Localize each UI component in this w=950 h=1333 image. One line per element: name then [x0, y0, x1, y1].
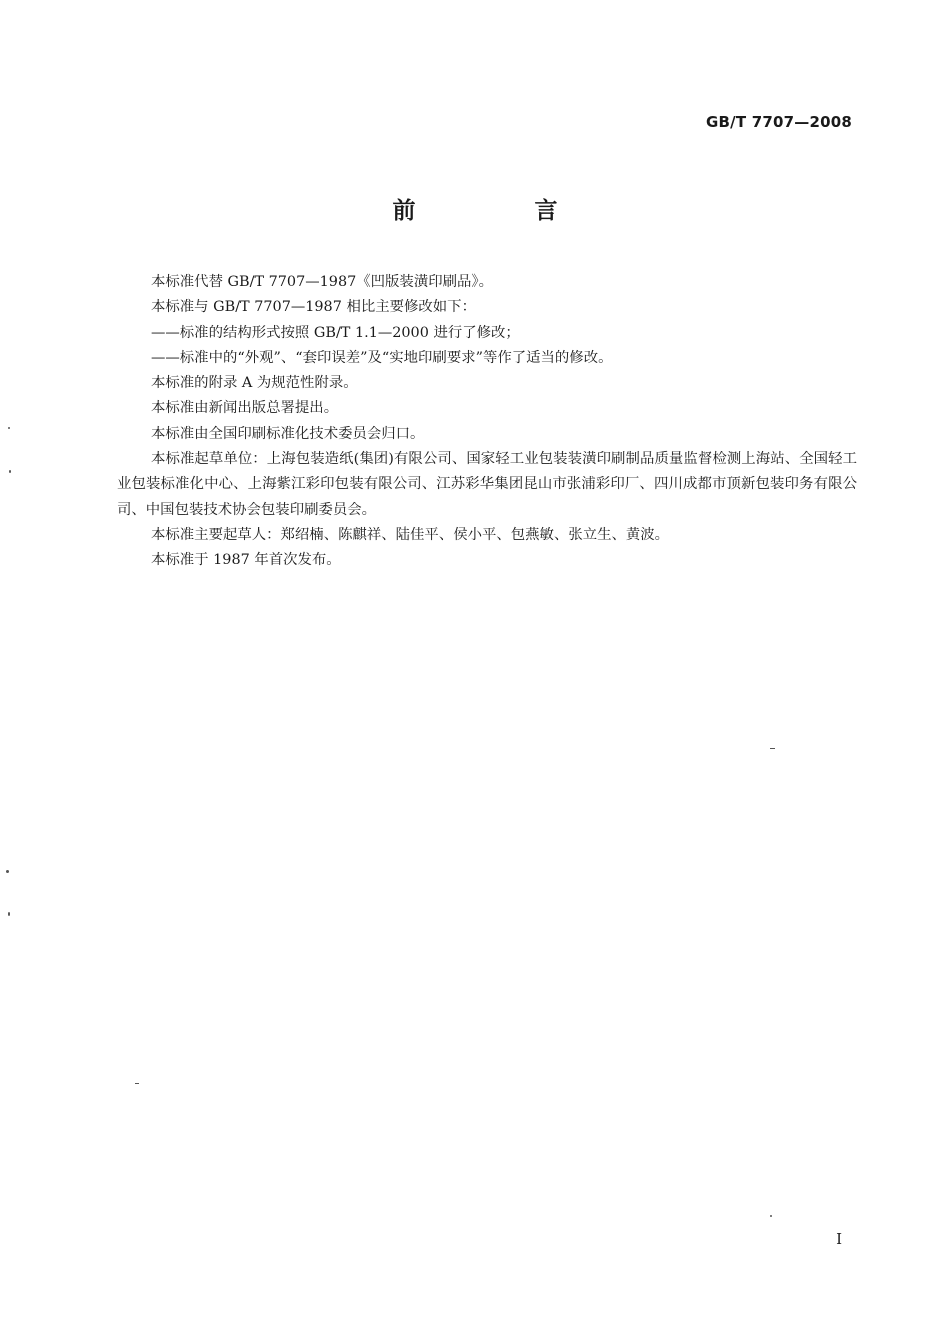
scan-speck: [8, 912, 10, 916]
paragraph-changes-intro: 本标准与 GB/T 7707—1987 相比主要修改如下：: [151, 299, 476, 316]
standard-code: GB/T 7707—2008: [706, 113, 852, 131]
page-title: 前 言: [392, 198, 606, 224]
paragraph-change-structure: ——标准的结构形式按照 GB/T 1.1—2000 进行了修改；: [151, 324, 520, 341]
paragraph-first-published: 本标准于 1987 年首次发布。: [151, 552, 341, 569]
paragraph-replaces: 本标准代替 GB/T 7707—1987《凹版装潢印刷品》。: [151, 274, 493, 290]
paragraph-drafting-units: 本标准起草单位：上海包装造纸(集团)有限公司、国家轻工业包装装潢印刷制品质量监督检测上海站、全国轻工业包装标准化中心、上海紫江彩印包装有限公司、江苏彩华集团昆山市张浦彩印厂、四川成都市顶新包装印务有限公司、中国包装技术协会包装印刷委员会。: [117, 451, 857, 518]
scan-speck: [770, 748, 775, 749]
foreword-body: [117, 270, 857, 574]
paragraph-drafters: 本标准主要起草人：郑绍楠、陈麒祥、陆佳平、侯小平、包燕敏、张立生、黄波。: [151, 526, 670, 543]
scan-speck: [9, 470, 11, 473]
page-number: I: [836, 1230, 842, 1248]
paragraph-administrator: 本标准由全国印刷标准化技术委员会归口。: [151, 425, 425, 442]
scan-speck: [8, 427, 10, 429]
paragraph-change-content: ——标准中的“外观”、“套印误差”及“实地印刷要求”等作了适当的修改。: [151, 349, 613, 366]
scan-speck: [135, 1083, 139, 1084]
scan-speck: [6, 870, 9, 873]
paragraph-proposer: 本标准由新闻出版总署提出。: [151, 400, 339, 417]
paragraph-annex: 本标准的附录 A 为规范性附录。: [151, 375, 358, 392]
scan-speck: [770, 1215, 772, 1217]
